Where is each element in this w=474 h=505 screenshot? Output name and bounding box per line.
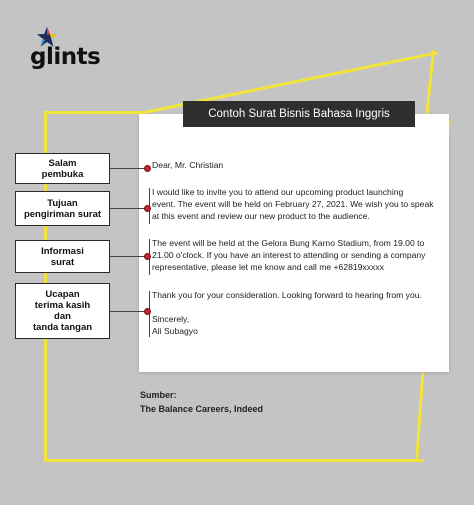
label-closing (15, 283, 110, 339)
label-line: Salam (48, 157, 77, 169)
label-line: pembuka (41, 168, 84, 180)
letter-info-line: representative, please let me know and call me +62819xxxxx (152, 262, 384, 272)
label-line: Ucapan (45, 289, 80, 300)
letter-title: Contoh Surat Bisnis Bahasa Inggris (183, 101, 415, 127)
label-purpose (15, 191, 110, 226)
letter-closing-line: Ali Subagyo (152, 326, 198, 336)
letter-greeting: Dear, Mr. Christian (152, 160, 224, 170)
label-line: surat (50, 256, 75, 268)
connector-purpose (110, 208, 146, 209)
label-line: terima kasih (34, 300, 91, 311)
label-line: tanda tangan (32, 322, 93, 333)
letter-purpose (152, 186, 442, 222)
letter-purpose-line: I would like to invite you to attend our upcoming product launching (152, 187, 404, 197)
letter-info (152, 237, 442, 273)
connector-info (110, 256, 146, 257)
label-line: Tujuan (47, 197, 78, 209)
source-text: The Balance Careers, Indeed (140, 404, 264, 414)
connector-closing (110, 311, 146, 312)
marker-dot (144, 253, 151, 260)
letter-closing (152, 289, 442, 337)
letter-info-line: 21.00 o'clock. If you have an interest to attending or sending a company (152, 250, 426, 260)
letter-closing-spacer (152, 301, 442, 313)
connector-greeting (110, 168, 146, 169)
marker-dot (144, 205, 151, 212)
frame-line-top (44, 111, 144, 114)
label-greeting (15, 153, 110, 184)
label-line: pengiriman surat (23, 208, 102, 220)
letter-purpose-line: at this event and review our new product to the audience. (152, 211, 370, 221)
letter-closing-line: Thank you for your consideration. Looking forward to hearing from you. (152, 290, 422, 300)
source-heading: Sumber: (140, 390, 177, 400)
label-line: dan (54, 311, 71, 322)
marker-dot (144, 308, 151, 315)
letter-closing-line: Sincerely, (152, 314, 190, 324)
brand-logo: glints (30, 44, 101, 70)
frame-line-bottom (44, 459, 424, 462)
marker-dot (144, 165, 151, 172)
label-info (15, 240, 110, 273)
label-line: Informasi (41, 245, 84, 257)
letter-info-line: The event will be held at the Gelora Bung Karno Stadium, from 19.00 to (152, 238, 425, 248)
letter-purpose-line: event. The event will be held on February 27, 2021. We wish you to speak (152, 199, 434, 209)
